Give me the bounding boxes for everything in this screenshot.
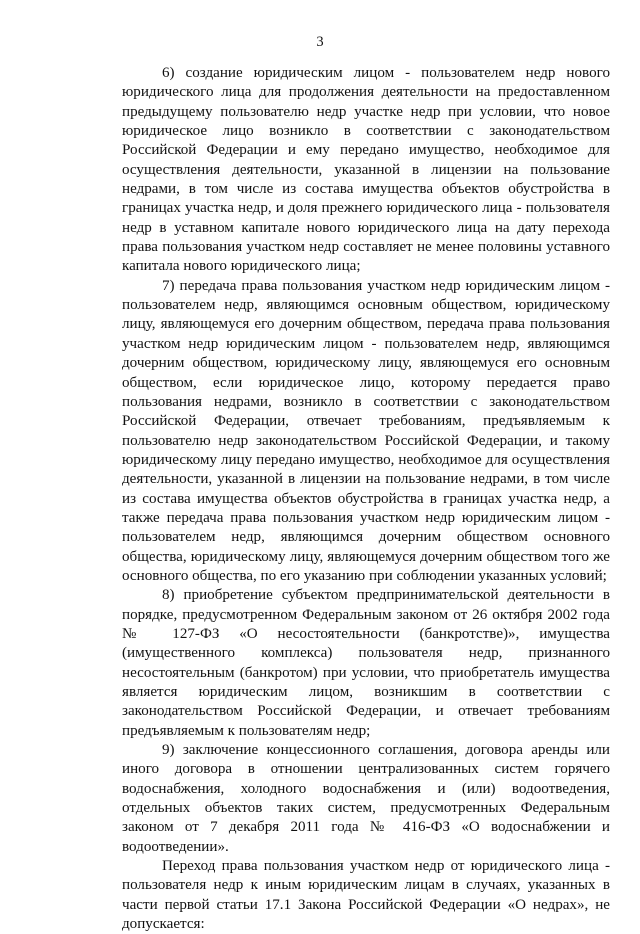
paragraph-item-9: 9) заключение концессионного соглашения, договора аренды или иного договора в отношении централизованных систем горячего водоснабжения, холодного водоснабжения и (или) водоотведения, отдельных объектов таких систем, предусмотренных Федеральным законом от 7 декабря 2011 года № 416-ФЗ «О водоснабжении и водоотведении». (122, 742, 610, 855)
paragraph-item-7: 7) передача права пользования участком недр юридическим лицом - пользователем недр, являющимся основным обществом, юридическому лицу, являющемуся его дочерним обществом, передача права пользования участком недр юридическим лицом - пользователем недр, являющимся дочерним обществом, юридическому лицу, являющемуся его основным обществом, если юридическое лицо, которому передается право пользования недрами, возникло в соответствии с законодательством Российской Федерации, отвечает требованиям, предъявляемым к пользователю недр законодательством Российской Федерации, и такому юридическому лицу передано имущество, необходимое для осуществления деятельности, указанной в лицензии на пользование недрами, в том числе из состава имущества объектов обустройства в границах участка недр, а также передача права пользования участком недр юридическим лицом - пользователем недр, являющимся дочерним обществом основного общества, юридическому лицу, являющемуся дочерним обществом того же основного общества, по его указанию при соблюдении указанных условий; (122, 277, 610, 584)
page-number: 3 (316, 34, 324, 50)
document-body (122, 64, 610, 934)
paragraph-transfer-prohibition: Переход права пользования участком недр от юридического лица - пользователя недр к иным юридическим лицам в случаях, указанных в части первой статьи 17.1 Закона Российской Федерации «О недрах», не допускается: (122, 858, 610, 933)
paragraph-item-8: 8) приобретение субъектом предпринимательской деятельности в порядке, предусмотренном Федеральным законом от 26 октября 2002 года № 127-ФЗ «О несостоятельности (банкротстве)», имущества (имущественного комплекса) пользователя недр, признанного несостоятельным (банкротом) при условии, что приобретатель имущества является юридическим лицом, возникшим в соответствии с законодательством Российской Федерации, и отвечает требованиям предъявляемым к пользователям недр; (122, 587, 610, 739)
paragraph-item-6: 6) создание юридическим лицом - пользователем недр нового юридического лица для продолжения деятельности на предоставленном предыдущему пользователю недр участке недр при условии, что новое юридическое лицо возникло в соответствии с законодательством Российской Федерации и ему передано имущество, необходимое для осуществления деятельности, указанной в лицензии на пользование недрами, в том числе из состава имущества объектов обустройства в границах участка недр, и доля прежнего юридического лица - пользователя недр в уставном капитале нового юридического лица на дату перехода права пользования участком недр составляет не менее половины уставного капитала нового юридического лица; (122, 65, 610, 275)
